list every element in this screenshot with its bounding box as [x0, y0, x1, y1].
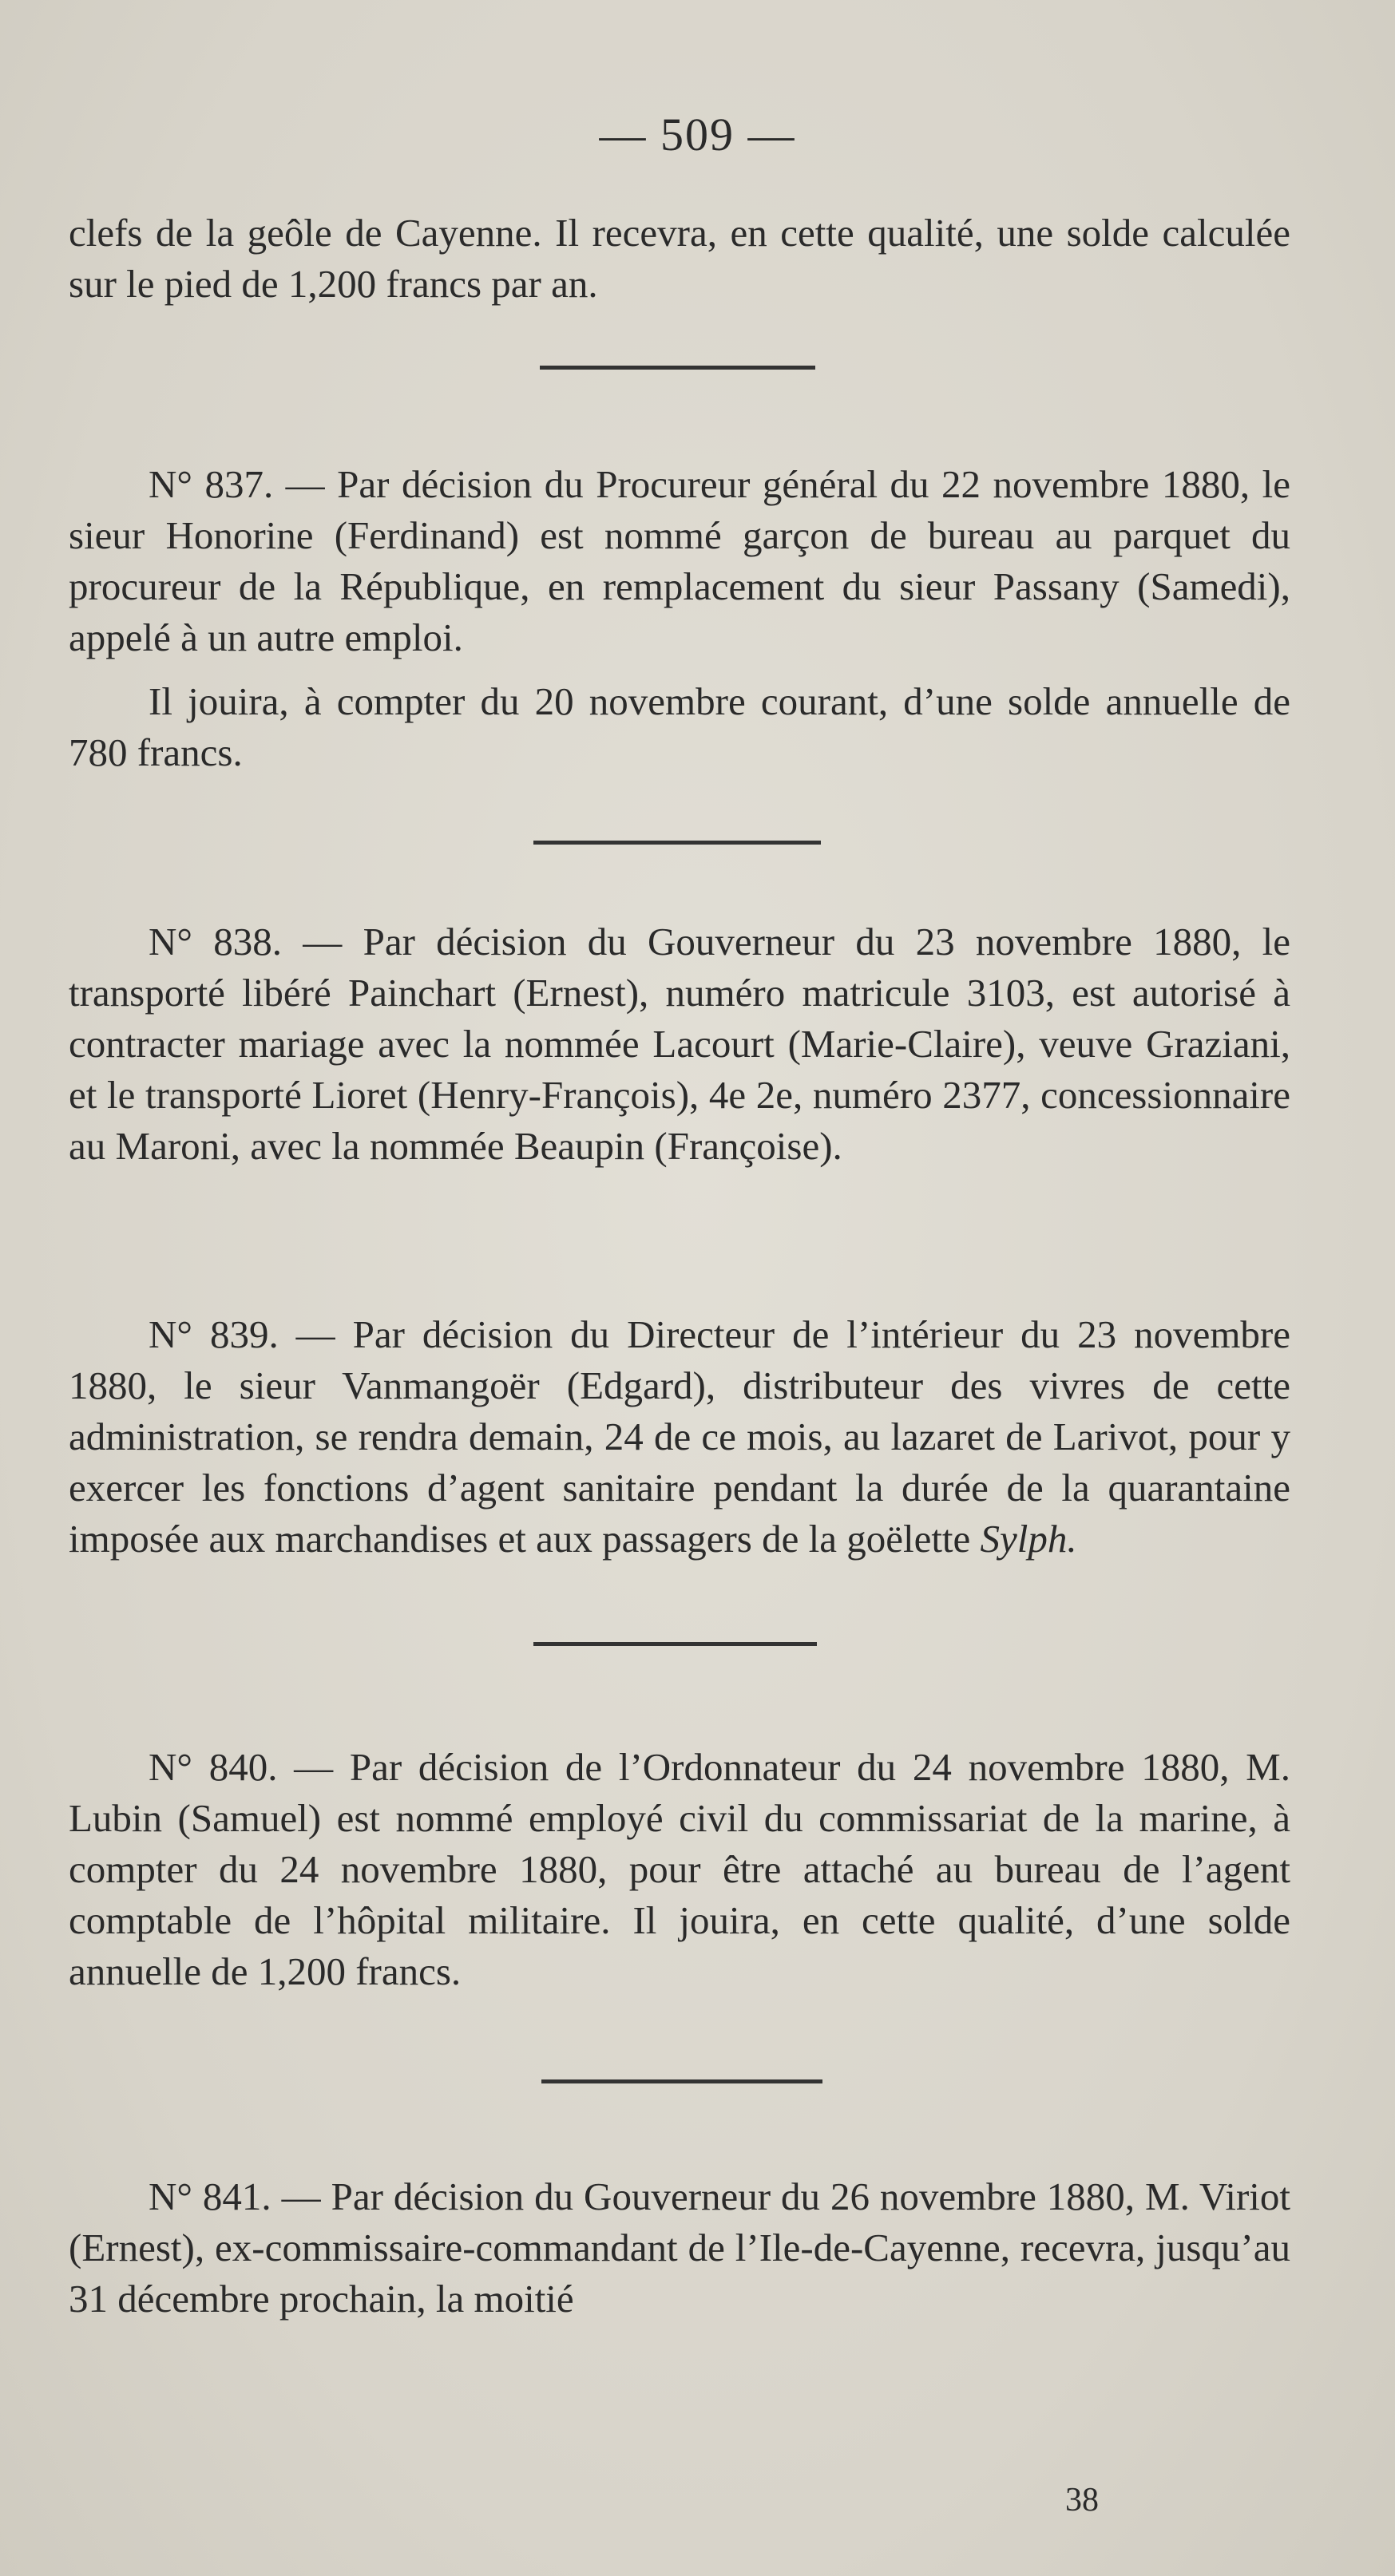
entry-840: [69, 1742, 1290, 1997]
entry-841-paragraph: N° 841. — Par décision du Gouverneur du 26 novembre 1880, M. Viriot (Ernest), ex-commissaire-commandant de l’Ile-de-Cayenne, recevra, jusqu’au 31 décembre prochain, la moitié: [69, 2174, 1290, 2321]
entry-837-paragraph-2: Il jouira, à compter du 20 novembre courant, d’une solde annuelle de 780 francs.: [69, 679, 1290, 774]
signature-folio: 38: [1065, 2482, 1099, 2519]
entry-839-text: N° 839. — Par décision du Directeur de l’intérieur du 23 novembre 1880, le sieur Vanmangoër (Edgard), distributeur des vivres de cette administration, se rendra demain, 24 de ce mois, au lazaret de Larivot, pour y exercer les fonctions d’agent sanitaire pendant la durée de la quarantaine imposée aux marchandises et aux passagers de la goëlette: [69, 1312, 1290, 1561]
entry-838-paragraph: N° 838. — Par décision du Gouverneur du 23 novembre 1880, le transporté libéré Painchart (Ernest), numéro matricule 3103, est autorisé à contracter mariage avec la nommée Lacourt (Marie-Claire), veuve Graziani, et le transporté Lioret (Henry-François), 4e 2e, numéro 2377, concessionnaire au Maroni, avec la nommée Beaupin (Françoise).: [69, 920, 1290, 1168]
entry-838: [69, 916, 1290, 1172]
continuation-text: [69, 208, 1290, 310]
ship-name: Sylph.: [980, 1517, 1077, 1561]
continuation-paragraph: clefs de la geôle de Cayenne. Il recevra, en cette qualité, une solde calculée sur le pied de 1,200 francs par an.: [69, 211, 1290, 306]
entry-841: [69, 2171, 1290, 2325]
separator-rule: [541, 2079, 822, 2083]
entry-837-paragraph-1: N° 837. — Par décision du Procureur général du 22 novembre 1880, le sieur Honorine (Ferdinand) est nommé garçon de bureau au parquet du procureur de la République, en remplacement du sieur Passany (Samedi), appelé à un autre emploi.: [69, 462, 1290, 659]
separator-rule: [540, 366, 815, 370]
entry-840-paragraph: N° 840. — Par décision de l’Ordonnateur du 24 novembre 1880, M. Lubin (Samuel) est nommé employé civil du commissariat de la marine, à compter du 24 novembre 1880, pour être attaché au bureau de l’agent comptable de l’hôpital militaire. Il jouira, en cette qualité, d’une solde annuelle de 1,200 francs.: [69, 1745, 1290, 1993]
entry-837: [69, 459, 1290, 778]
page-number: — 509 —: [599, 109, 796, 160]
entry-839: [69, 1309, 1290, 1565]
separator-rule: [533, 1642, 817, 1646]
separator-rule: [533, 841, 821, 845]
entry-839-paragraph: [69, 1309, 1290, 1565]
